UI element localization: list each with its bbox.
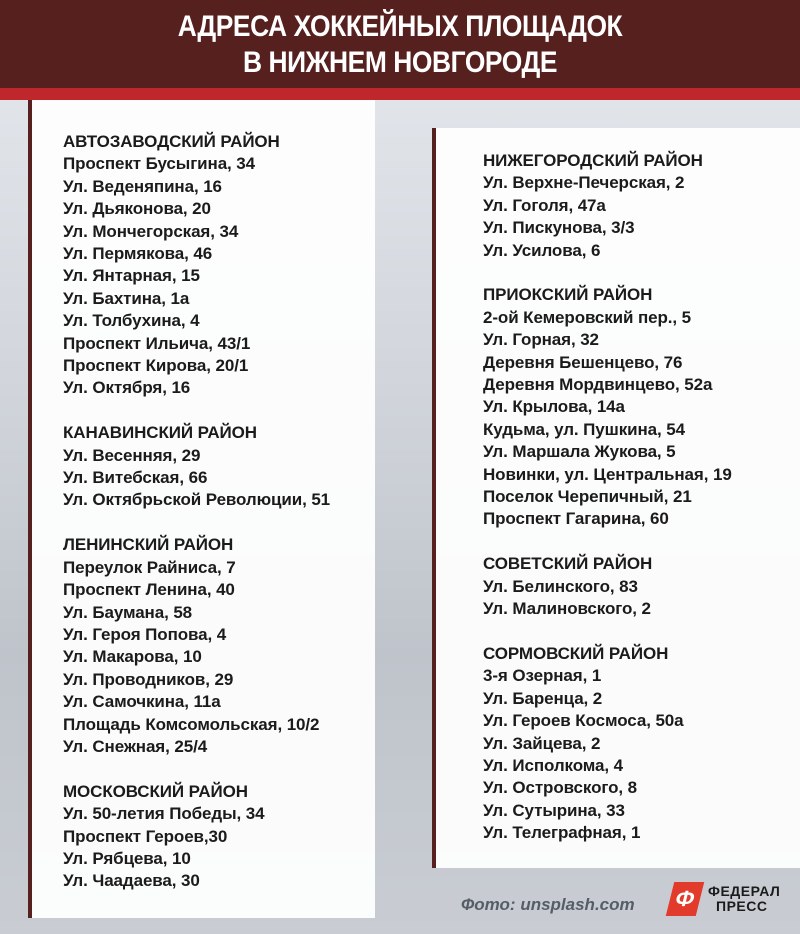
address-item: Ул. Пермякова, 46 (63, 244, 213, 264)
address-item: 3-я Озерная, 1 (483, 666, 602, 686)
address-item: Ул. Весенняя, 29 (63, 445, 201, 465)
address-item: Проспект Ленина, 40 (63, 580, 235, 600)
address-item: Ул. Гоголя, 47а (483, 195, 606, 215)
district-heading: НИЖЕГОРОДСКИЙ РАЙОН (483, 151, 703, 170)
address-item: Переулок Райниса, 7 (63, 557, 236, 577)
district-group (63, 534, 330, 758)
district-heading: СОВЕТСКИЙ РАЙОН (483, 554, 653, 574)
address-item: Ул. Бахтина, 1а (63, 288, 190, 308)
address-item: Кудьма, ул. Пушкина, 54 (483, 419, 685, 439)
accent-stripe (0, 88, 800, 100)
address-item: Ул. Горная, 32 (483, 330, 599, 350)
address-item: Ул. Баумана, 58 (63, 602, 193, 622)
address-item: Ул. Пискунова, 3/3 (483, 218, 635, 238)
right-address-panel (432, 128, 800, 868)
left-address-panel (28, 100, 375, 918)
address-item: Деревня Мордвинцево, 52а (483, 375, 713, 395)
address-item: Ул. Баренца, 2 (483, 688, 603, 708)
address-item: Ул. Героев Космоса, 50а (483, 711, 684, 731)
address-item: Проспект Ильича, 43/1 (63, 333, 251, 353)
panel-accent-bar (28, 100, 32, 918)
title-line-1: АДРЕСА ХОККЕЙНЫХ ПЛОЩАДОК (177, 10, 623, 43)
district-group (483, 284, 732, 530)
address-item: Ул. Усилова, 6 (483, 240, 601, 260)
address-item: Проспект Гагарина, 60 (483, 509, 669, 529)
address-item: Ул. Веденяпина, 16 (63, 176, 222, 196)
address-item: Ул. Дьяконова, 20 (63, 199, 211, 219)
photo-credit: Фото: unsplash.com (461, 895, 635, 914)
address-item: Ул. Исполкома, 4 (483, 755, 624, 775)
address-item: Ул. Проводников, 29 (63, 669, 234, 689)
district-group (63, 781, 330, 893)
address-item: Ул. Крылова, 14а (483, 397, 625, 417)
address-item: Ул. Витебская, 66 (63, 468, 208, 488)
page-title (0, 0, 800, 88)
title-line-2: В НИЖНЕМ НОВГОРОДЕ (242, 46, 558, 79)
district-list (483, 150, 732, 867)
address-item: Площадь Комсомольская, 10/2 (63, 714, 320, 734)
logo-line-1: ФЕДЕРАЛ (708, 883, 781, 899)
address-item: Ул. Маршала Жукова, 5 (483, 442, 676, 462)
district-heading: ПРИОКСКИЙ РАЙОН (483, 285, 653, 305)
address-item: Ул. Героя Попова, 4 (63, 624, 227, 644)
federal-press-logo (670, 882, 780, 916)
address-item: Ул. Сутырина, 33 (483, 800, 625, 820)
district-group (483, 643, 732, 845)
district-heading: АВТОЗАВОДСКИЙ РАЙОН (63, 132, 280, 151)
district-heading: МОСКОВСКИЙ РАЙОН (63, 781, 248, 801)
district-list (63, 131, 330, 915)
address-item: Поселок Черепичный, 21 (483, 487, 692, 507)
district-group (63, 131, 330, 400)
address-item: Новинки, ул. Центральная, 19 (483, 464, 732, 484)
address-item: Ул. Чаадаева, 30 (63, 871, 200, 891)
logo-line-2: ПРЕСС (716, 898, 768, 914)
address-item: Проспект Кирова, 20/1 (63, 356, 249, 376)
address-item: Ул. Самочкина, 11а (63, 692, 221, 712)
address-item: Ул. Зайцева, 2 (483, 733, 601, 753)
address-item: Деревня Бешенцево, 76 (483, 352, 683, 372)
logo-icon: Ф (666, 882, 704, 916)
district-heading: СОРМОВСКИЙ РАЙОН (483, 643, 669, 663)
address-item: Ул. Макарова, 10 (63, 647, 202, 667)
address-item: Ул. Верхне-Печерская, 2 (483, 173, 685, 193)
address-item: Проспект Героев,30 (63, 826, 228, 846)
address-item: Ул. Октябрьской Революции, 51 (63, 490, 331, 510)
address-item: Ул. Толбухина, 4 (63, 311, 200, 331)
address-item: Проспект Бусыгина, 34 (63, 154, 256, 174)
address-item: Ул. Янтарная, 15 (63, 266, 200, 286)
district-group (483, 150, 732, 262)
address-item: 2-ой Кемеровский пер., 5 (483, 307, 692, 327)
address-item: Ул. Малиновского, 2 (483, 599, 651, 619)
address-item: Ул. Мончегорская, 34 (63, 221, 239, 241)
district-heading: ЛЕНИНСКИЙ РАЙОН (63, 535, 234, 555)
district-heading: КАНАВИНСКИЙ РАЙОН (63, 423, 257, 443)
address-item: Ул. Белинского, 83 (483, 576, 638, 596)
address-item: Ул. Телеграфная, 1 (483, 823, 641, 843)
address-item: Ул. Снежная, 25/4 (63, 736, 208, 756)
district-group (63, 422, 330, 512)
district-group (483, 553, 732, 620)
panel-accent-bar (432, 128, 436, 868)
address-item: Ул. Островского, 8 (483, 778, 638, 798)
address-item: Ул. Октября, 16 (63, 378, 191, 398)
address-item: Ул. Рябцева, 10 (63, 848, 191, 868)
address-item: Ул. 50-летия Победы, 34 (63, 804, 265, 824)
